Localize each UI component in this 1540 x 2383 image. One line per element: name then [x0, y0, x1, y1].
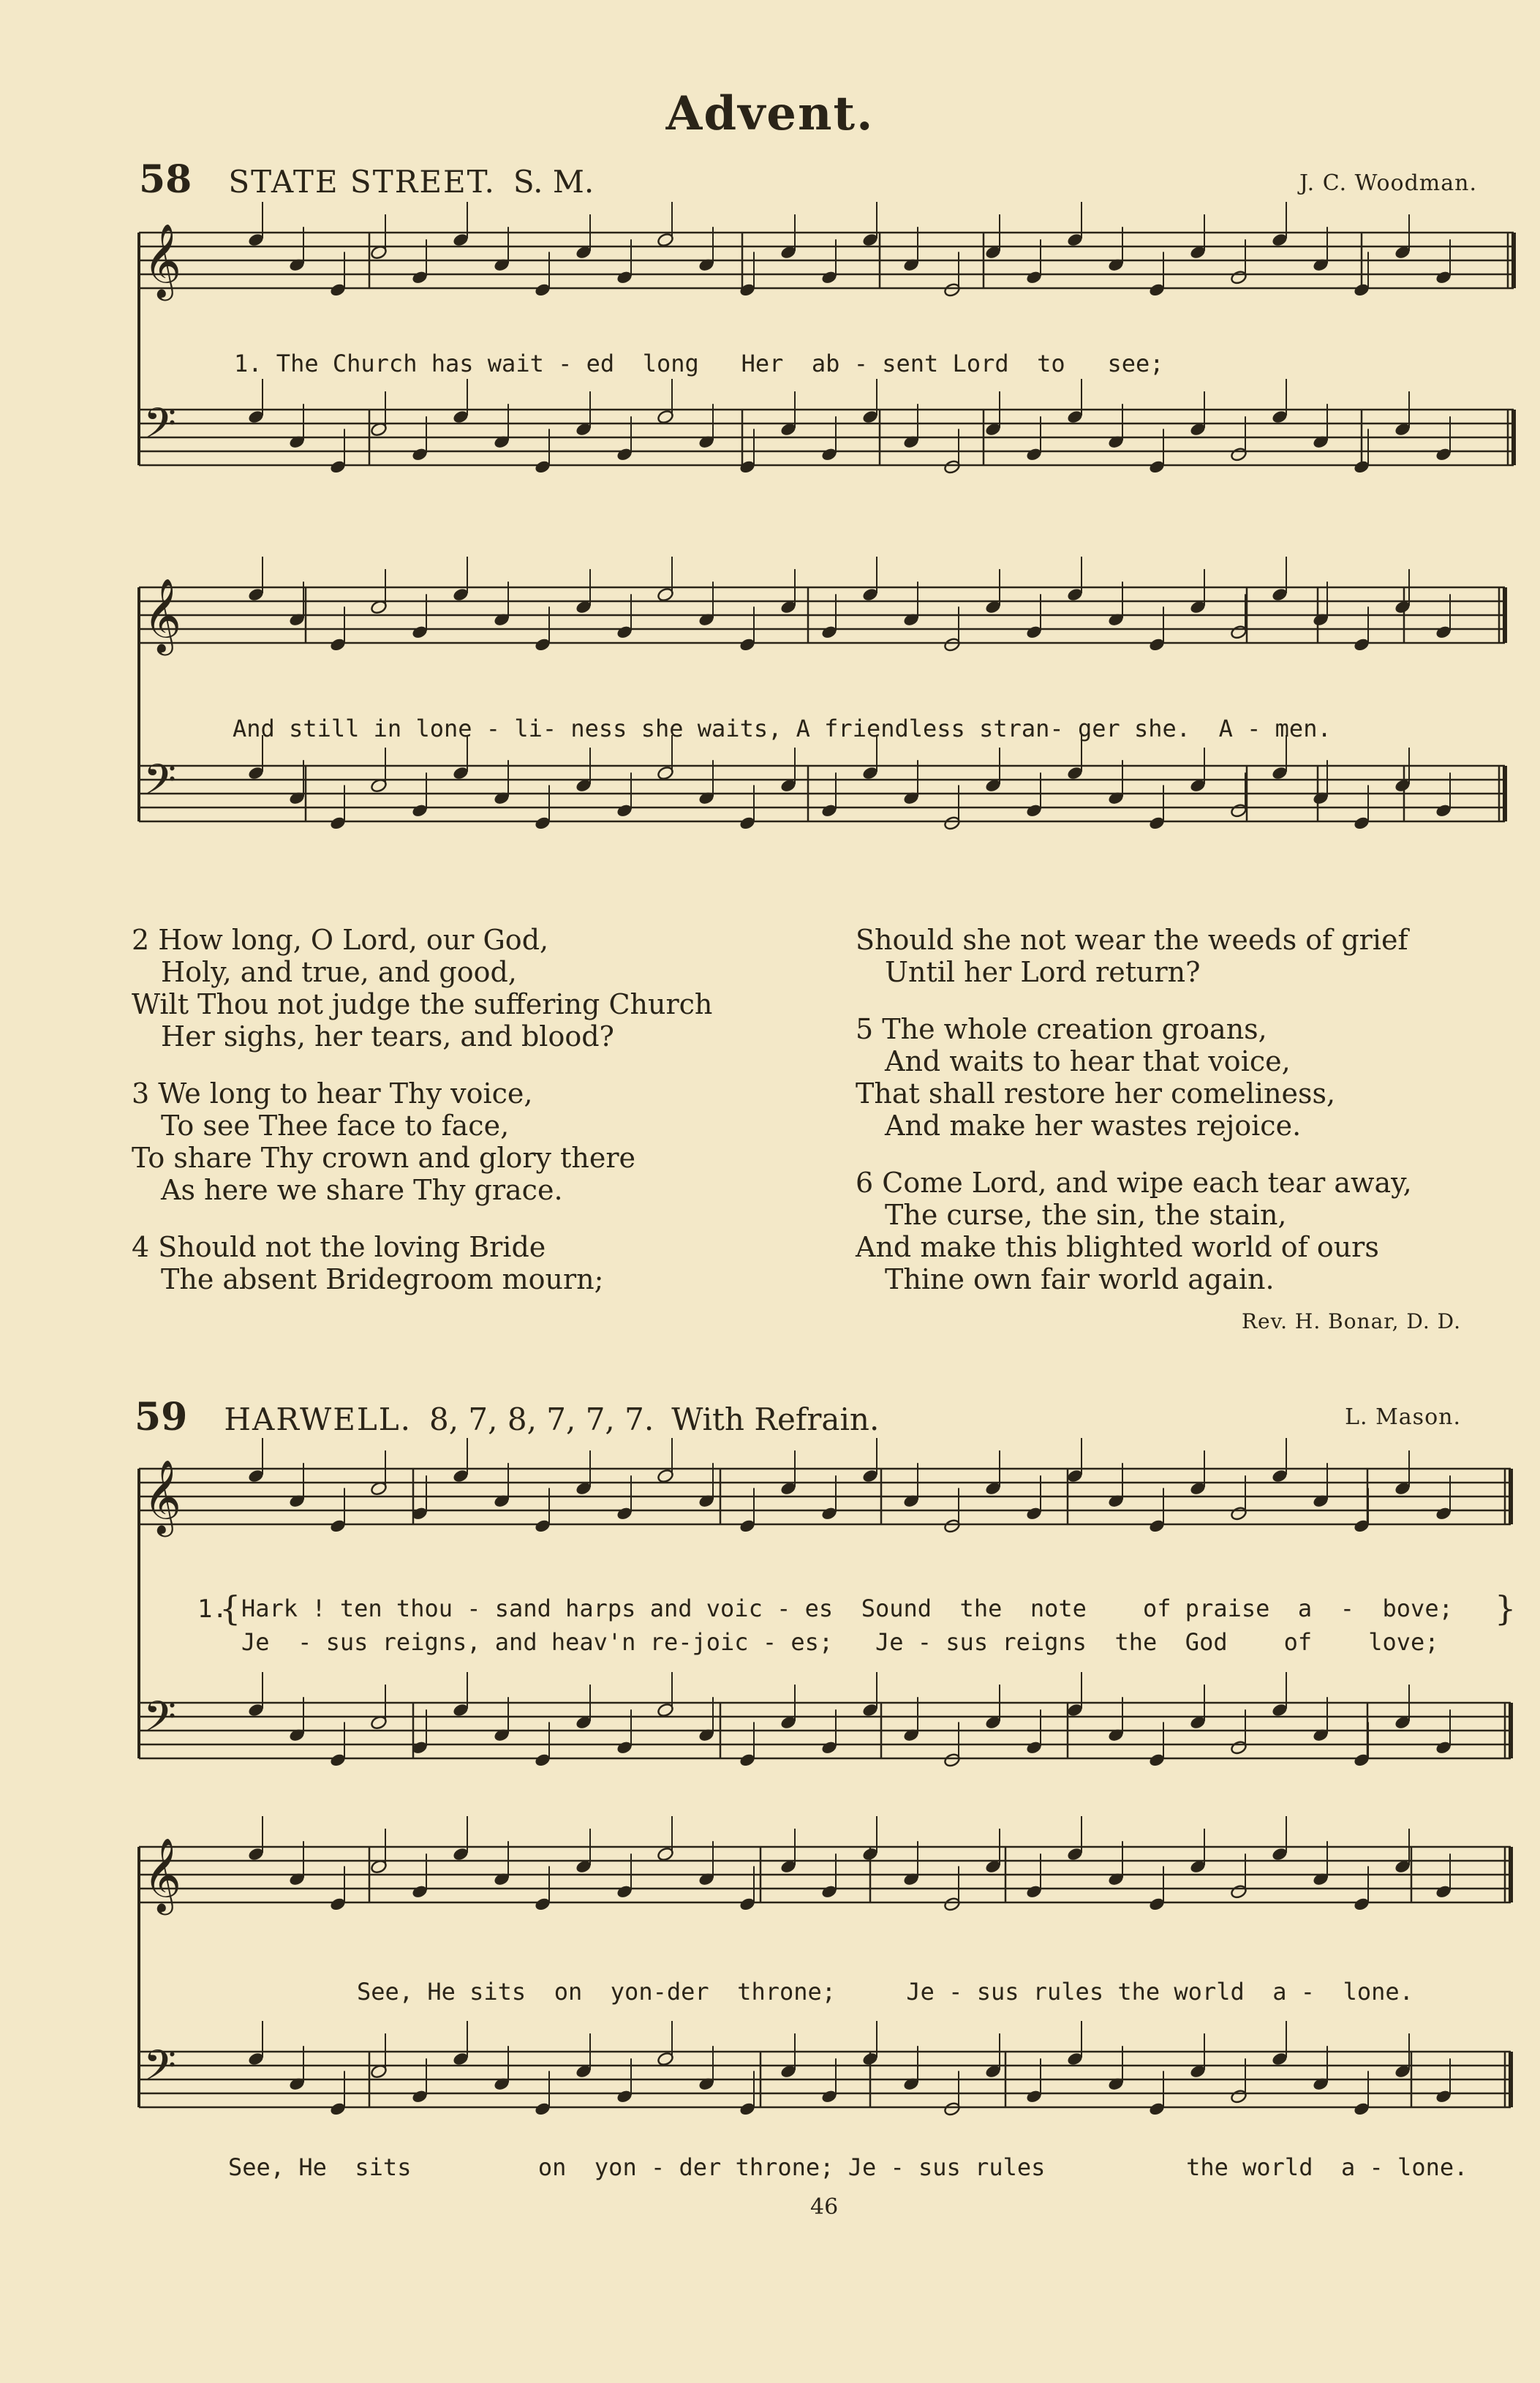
hymn-58-lyric-line-1: 1. The Church has wait - ed long Her ab - sent Lord to see;	[234, 350, 1164, 377]
verse-6: 6 Come Lord, and wipe each tear away, The curse, the sin, the stain, And make this blighted world of ours Thine own fair world again.	[856, 1167, 1412, 1295]
tune-name: HARWELL.	[224, 1401, 412, 1437]
hymn-58-lyric-line-2: And still in lone - li- ness she waits, A friendless stran- ger she. A - men.	[233, 715, 1332, 742]
verse-number: 1.	[197, 1595, 227, 1624]
hymn-number: 58	[139, 157, 192, 202]
svg-text:𝄞: 𝄞	[143, 577, 182, 652]
refrain-bass-lyric: See, He sits on yon - der throne; Je - sus rules the world a - lone.	[228, 2153, 1468, 2181]
composer: J. C. Woodman.	[1299, 170, 1477, 196]
meter: S. M.	[513, 164, 595, 200]
verses-right-column	[856, 924, 1514, 1320]
verse-2: 2 How long, O Lord, our God, Holy, and true, and good, Wilt Thou not judge the suffering Church Her sighs, her tears, and blood?	[132, 924, 713, 1053]
meter: 8, 7, 8, 7, 7, 7.	[429, 1401, 654, 1437]
svg-text:𝄢: 𝄢	[143, 755, 177, 815]
verse-3: 3 We long to hear Thy voice, To see Thee face to face, To share Thy crown and glory there As here we share Thy grace.	[132, 1077, 635, 1206]
refrain-treble-lyric: See, He sits on yon-der throne; Je - sus rules the world a - lone.	[357, 1978, 1413, 2006]
svg-text:𝄞: 𝄞	[143, 1837, 182, 1912]
svg-text:𝄢: 𝄢	[143, 2041, 177, 2101]
svg-text:𝄞: 𝄞	[143, 222, 182, 298]
hymn-number: 59	[135, 1395, 188, 1439]
page-number: 46	[810, 2194, 839, 2220]
hymn-author: Rev. H. Bonar, D. D.	[1241, 1309, 1461, 1333]
svg-text:𝄞: 𝄞	[143, 1458, 182, 1534]
hymn-59-lyric-line-1a: Hark ! ten thou - sand harps and voic - es Sound the note of praise a - bove;	[241, 1595, 1453, 1622]
brace-right: }	[1495, 1589, 1517, 1628]
verses-left-column	[132, 924, 834, 1320]
hymn-59-lyric-line-1b: Je - sus reigns, and heav'n re-joic - es; Je - sus reigns the God of love;	[241, 1628, 1439, 1656]
tune-name: STATE STREET.	[228, 164, 496, 200]
hymn-59-header	[135, 1395, 879, 1439]
brace-left: {	[219, 1589, 241, 1628]
svg-text:𝄢: 𝄢	[143, 399, 177, 459]
section-title: Advent.	[665, 86, 875, 141]
refrain-note: With Refrain.	[671, 1401, 880, 1437]
verse-4: 4 Should not the loving Bride The absent Bridegroom mourn;	[132, 1231, 604, 1295]
composer: L. Mason.	[1345, 1404, 1461, 1430]
svg-text:𝄢: 𝄢	[143, 1692, 177, 1752]
verse-5: 5 The whole creation groans, And waits to hear that voice, That shall restore her comeliness, And make her wastes rejoice.	[856, 1013, 1336, 1142]
verse-4-cont: Should she not wear the weeds of grief Until her Lord return?	[856, 924, 1408, 988]
